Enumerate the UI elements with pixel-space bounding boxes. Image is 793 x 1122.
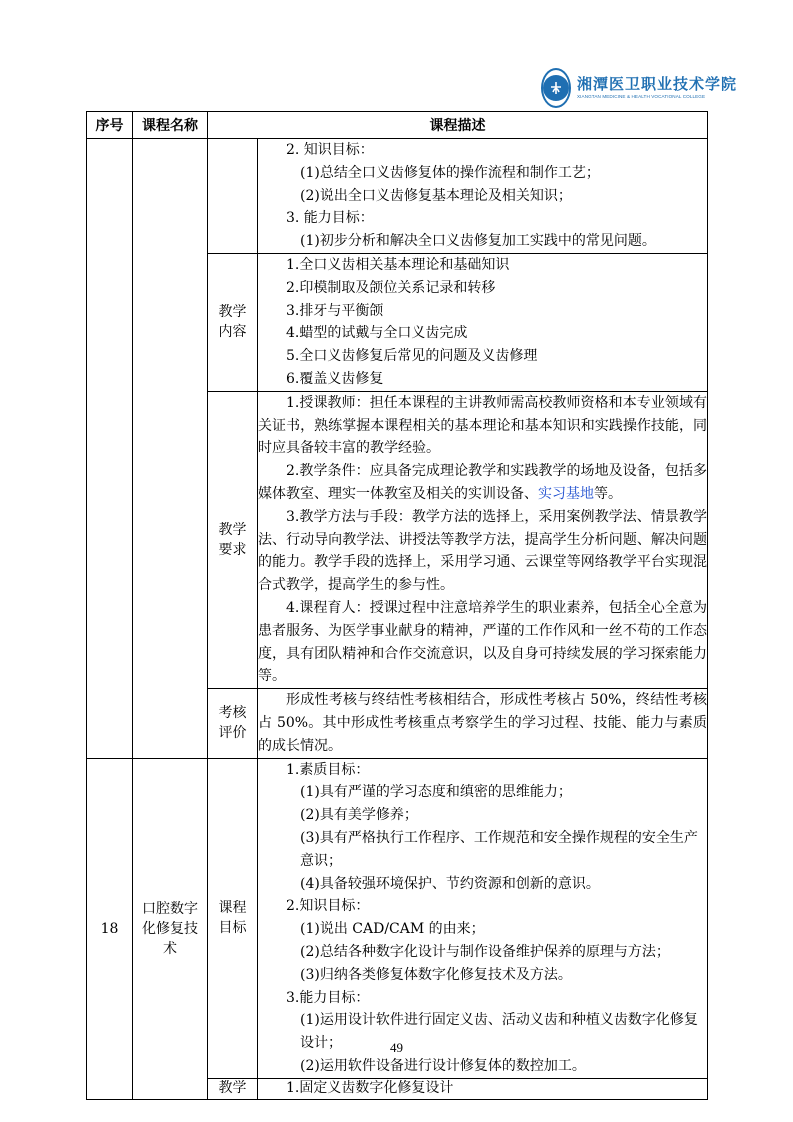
list-item: (3)具有严格执行工作程序、工作规范和安全操作规程的安全生产意识； (300, 829, 698, 869)
list-item: (2)总结各种数字化设计与制作设备维护保养的原理与方法； (300, 943, 670, 960)
teaching-content (258, 1078, 708, 1099)
header-description: 课程描述 (208, 112, 708, 139)
table-row (87, 139, 708, 254)
list-item: 1.全口义齿相关基本理论和基础知识 (286, 257, 510, 273)
list-item: (2)说出全口义齿修复基本理论及相关知识； (300, 187, 572, 204)
assessment-content (258, 689, 708, 758)
requirements-content (258, 391, 708, 688)
list-item: 2. 知识目标： (286, 142, 374, 158)
course-number: 18 (87, 758, 133, 1099)
list-item: (1)运用设计软件进行固定义齿、活动义齿和种植义齿数字化修复设计； (300, 1012, 698, 1052)
objectives-label-cell (208, 758, 258, 1078)
course-description-table (86, 111, 708, 1100)
list-item: 6.覆盖义齿修复 (286, 370, 384, 387)
page-number: 49 (390, 1040, 403, 1055)
list-item: (1)初步分析和解决全口义齿修复加工实践中的常见问题。 (300, 233, 656, 250)
requirement-paragraph: 1.授课教师：担任本课程的主讲教师需高校教师资格和本专业领域有关证书，熟练掌握本课程相关的基本理论和基本知识和实践操作技能，同时应具备较丰富的教学经验。 (258, 394, 707, 457)
college-name-cn: 湘潭医卫职业技术学院 (577, 74, 738, 93)
objectives-label: 课程目标 (218, 900, 247, 937)
list-item: 1.固定义齿数字化修复设计 (286, 1079, 454, 1096)
requirements-label-cell (208, 391, 258, 688)
practice-base-link[interactable]: 实习基地 (538, 485, 594, 502)
list-item: (1)总结全口义齿修复体的操作流程和制作工艺； (300, 164, 600, 181)
list-item: (1)具有严谨的学习态度和缜密的思维能力； (300, 784, 572, 801)
teaching-label: 教学 (218, 1079, 247, 1096)
list-item: 3.能力目标： (286, 989, 370, 1006)
list-item: 5.全口义齿修复后常见的问题及义齿修理 (286, 348, 538, 365)
list-item: 2.知识目标： (286, 898, 370, 915)
requirement-paragraph: 4.课程育人：授课过程中注意培养学生的职业素养，包括全心全意为患者服务、为医学事业献身的精神，严谨的工作作风和一丝不苟的工作态度，具有团队精神和合作交流意识，以及自身可持续发展的学习探索能力等。 (258, 599, 707, 685)
header-index: 序号 (87, 112, 133, 139)
list-item: (2)运用软件设备进行设计修复体的数控加工。 (300, 1057, 586, 1074)
prev-course-index-cell (87, 139, 133, 759)
assessment-label: 考核评价 (218, 705, 247, 742)
prev-objectives-content (258, 139, 708, 254)
list-item: (2)具有美学修养； (300, 807, 418, 824)
course-name-text: 口腔数字化修复技术 (142, 900, 198, 957)
objectives-content (258, 758, 708, 1078)
assessment-label-cell (208, 689, 258, 758)
prev-objectives-label-cell (208, 139, 258, 254)
college-logo (541, 66, 738, 110)
list-item: 3. 能力目标： (286, 210, 374, 227)
prev-course-name-cell (133, 139, 208, 759)
content-label: 教学内容 (218, 304, 247, 341)
table-row (87, 758, 708, 1078)
list-item: (4)具备较强环境保护、节约资源和创新的意识。 (300, 875, 600, 892)
content-label-cell (208, 254, 258, 392)
list-item: 2.印模制取及颌位关系记录和转移 (286, 279, 496, 296)
requirement-paragraph: 2.教学条件：应具备完成理论教学和实践教学的场地及设备，包括多媒体教室、理实一体教室及相关的实训设备、实习基地等。 (258, 463, 707, 502)
teaching-label-cell (208, 1078, 258, 1099)
requirement-paragraph: 3.教学方法与手段：教学方法的选择上，采用案例教学法、情景教学法、行动导向教学法、讲授法等教学方法，提高学生分析问题、解决问题的能力。教学手段的选择上，采用学习通、云课堂等网络教学平台实现混合式教学，提高学生的参与性。 (258, 508, 707, 594)
list-item: (3)归纳各类修复体数字化修复技术及方法。 (300, 966, 572, 983)
table-header-row (87, 112, 708, 139)
header-course-name: 课程名称 (133, 112, 208, 139)
list-item: 1.素质目标： (286, 761, 370, 778)
assessment-text: 形成性考核与终结性考核相结合，形成性考核占 50%，终结性考核占 50%。其中形成性考核重点考察学生的学习过程、技能、能力与素质的成长情况。 (258, 692, 707, 754)
college-name-en: XIANGTAN MEDICINE & HEALTH VOCATIONAL COLLEGE (577, 93, 706, 99)
content-list (258, 254, 708, 392)
list-item: 3.排牙与平衡颌 (286, 302, 384, 319)
list-item: 4.蜡型的试戴与全口义齿完成 (286, 325, 468, 342)
list-item: (1)说出 CAD/CAM 的由来； (300, 921, 485, 938)
college-emblem-icon (541, 68, 571, 108)
requirements-label: 教学要求 (218, 521, 247, 558)
